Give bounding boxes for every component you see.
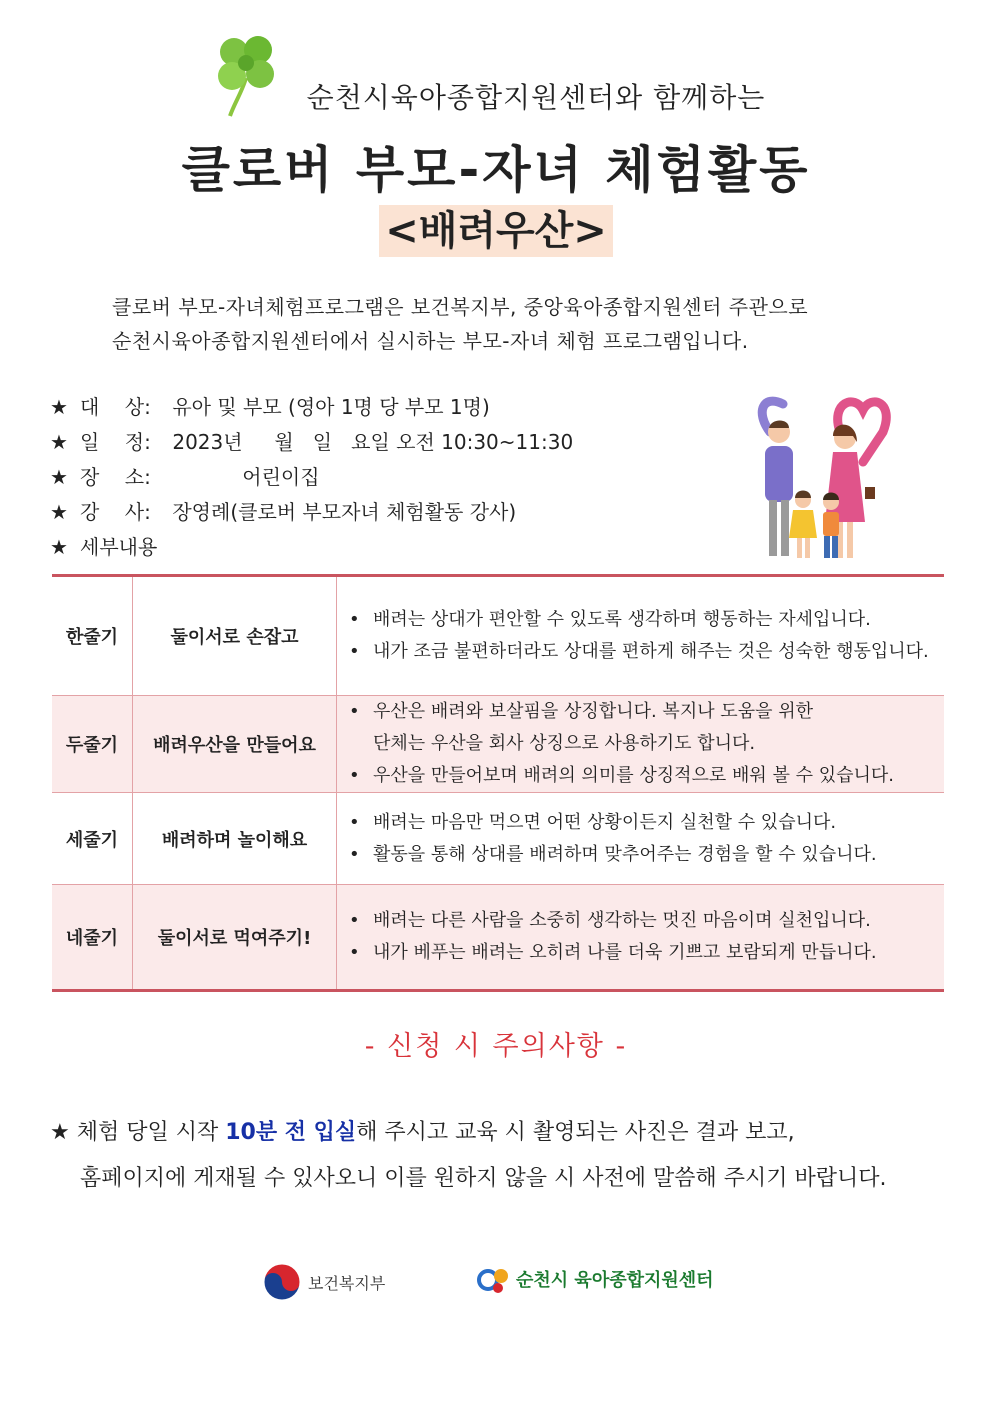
bullet-icon: •: [349, 811, 360, 833]
activity-title: 둘이서로 손잡고: [133, 576, 337, 696]
activity-description: [337, 885, 945, 991]
step-label: 네줄기: [52, 885, 133, 991]
info-label: 대 상:: [80, 395, 151, 419]
center-logo: [476, 1262, 714, 1296]
center-emblem-icon: [476, 1262, 512, 1296]
table-row: [52, 696, 944, 793]
step-label: 한줄기: [52, 576, 133, 696]
info-label: 세부내용: [80, 535, 158, 559]
step-label: 두줄기: [52, 696, 133, 793]
program-theme-badge: <배려우산>: [379, 205, 613, 257]
description-point: 배려는 마음만 먹으면 어떤 상황이든지 실천할 수 있습니다.: [373, 811, 837, 833]
notice-pre: 체험 당일 시작: [69, 1120, 226, 1145]
bullet-icon: •: [349, 942, 360, 963]
ministry-logo: [262, 1262, 385, 1302]
star-icon: ★: [50, 500, 68, 524]
info-value: 유아 및 부모 (영아 1명 당 부모 1명): [166, 395, 490, 419]
info-value: 어린이집: [166, 465, 320, 489]
center-name: 순천시 육아종합지원센터: [516, 1270, 714, 1291]
table-row: [52, 793, 944, 885]
description-point: 내가 조금 불편하더라도 상대를 편하게 해주는 것은 성숙한 행동입니다.: [373, 641, 929, 662]
table-row: [52, 885, 944, 991]
info-value: 장영례(클로버 부모자녀 체험활동 강사): [166, 500, 517, 524]
program-table: [52, 574, 944, 992]
star-icon: ★: [50, 395, 68, 419]
star-icon: ★: [50, 465, 68, 489]
bullet-icon: •: [349, 910, 360, 931]
activity-description: [337, 696, 945, 793]
bullet-icon: •: [349, 609, 360, 630]
ministry-name: 보건복지부: [308, 1273, 386, 1293]
header-subtitle: 순천시육아종합지원센터와 함께하는: [306, 81, 766, 114]
intro-line: 순천시육아종합지원센터에서 실시하는 부모-자녀 체험 프로그램입니다.: [112, 329, 749, 353]
bullet-icon: •: [349, 843, 360, 865]
description-point: 활동을 통해 상대를 배려하며 맞추어주는 경험을 할 수 있습니다.: [373, 843, 877, 865]
activity-title: 배려하며 놀이해요: [133, 793, 337, 885]
info-label: 일 정:: [80, 430, 151, 454]
step-label: 세줄기: [52, 793, 133, 885]
table-row: [52, 576, 944, 696]
description-point: 배려는 다른 사람을 소중히 생각하는 멋진 마음이며 실천입니다.: [373, 910, 871, 931]
info-value: 2023년 월 일 요일 오전 10:30~11:30: [166, 430, 574, 454]
star-icon: ★: [50, 535, 68, 559]
notice-title: - 신청 시 주의사항 -: [364, 1031, 628, 1062]
notice-highlight: 10분 전 입실: [225, 1120, 357, 1145]
bullet-icon: •: [349, 701, 360, 722]
info-row-schedule: [50, 425, 573, 460]
info-label: 장 소:: [80, 465, 151, 489]
activity-title: 배려우산을 만들어요: [133, 696, 337, 793]
intro-line: 클로버 부모-자녀체험프로그램은 보건복지부, 중앙육아종합지원센터 주관으로: [112, 295, 809, 319]
star-icon: ★: [50, 1120, 70, 1145]
activity-title: 둘이서로 먹여주기!: [133, 885, 337, 991]
info-row-target: [50, 390, 573, 425]
info-list: [50, 390, 573, 565]
notice-text: [50, 1110, 887, 1202]
description-point: 우산은 배려와 보살핌을 상징합니다. 복지나 도움을 위한: [373, 701, 813, 722]
description-point: 내가 베푸는 배려는 오히려 나를 더욱 기쁘고 보람되게 만듭니다.: [373, 942, 877, 963]
family-illustration: [745, 392, 895, 567]
info-row-instructor: [50, 495, 573, 530]
info-row-details: [50, 530, 573, 565]
notice-line2: 홈페이지에 게재될 수 있사오니 이를 원하지 않을 시 사전에 말씀해 주시기 바랍니다.: [80, 1166, 887, 1191]
info-label: 강 사:: [80, 500, 151, 524]
description-point: 단체는 우산을 회사 상징으로 사용하기도 합니다.: [373, 733, 756, 754]
notice-post: 해 주시고 교육 시 촬영되는 사진은 결과 보고,: [356, 1120, 795, 1145]
activity-description: [337, 793, 945, 885]
star-icon: ★: [50, 430, 68, 454]
description-point: 우산을 만들어보며 배려의 의미를 상징적으로 배워 볼 수 있습니다.: [373, 765, 894, 786]
page-title: 클로버 부모-자녀 체험활동: [181, 141, 811, 199]
intro-text: [112, 290, 808, 358]
description-point: 배려는 상대가 편안할 수 있도록 생각하며 행동하는 자세입니다.: [373, 609, 871, 630]
activity-description: [337, 576, 945, 696]
bullet-icon: •: [349, 641, 360, 662]
bullet-icon: •: [349, 765, 360, 786]
info-row-place: [50, 460, 573, 495]
taegeuk-icon: [262, 1262, 302, 1302]
